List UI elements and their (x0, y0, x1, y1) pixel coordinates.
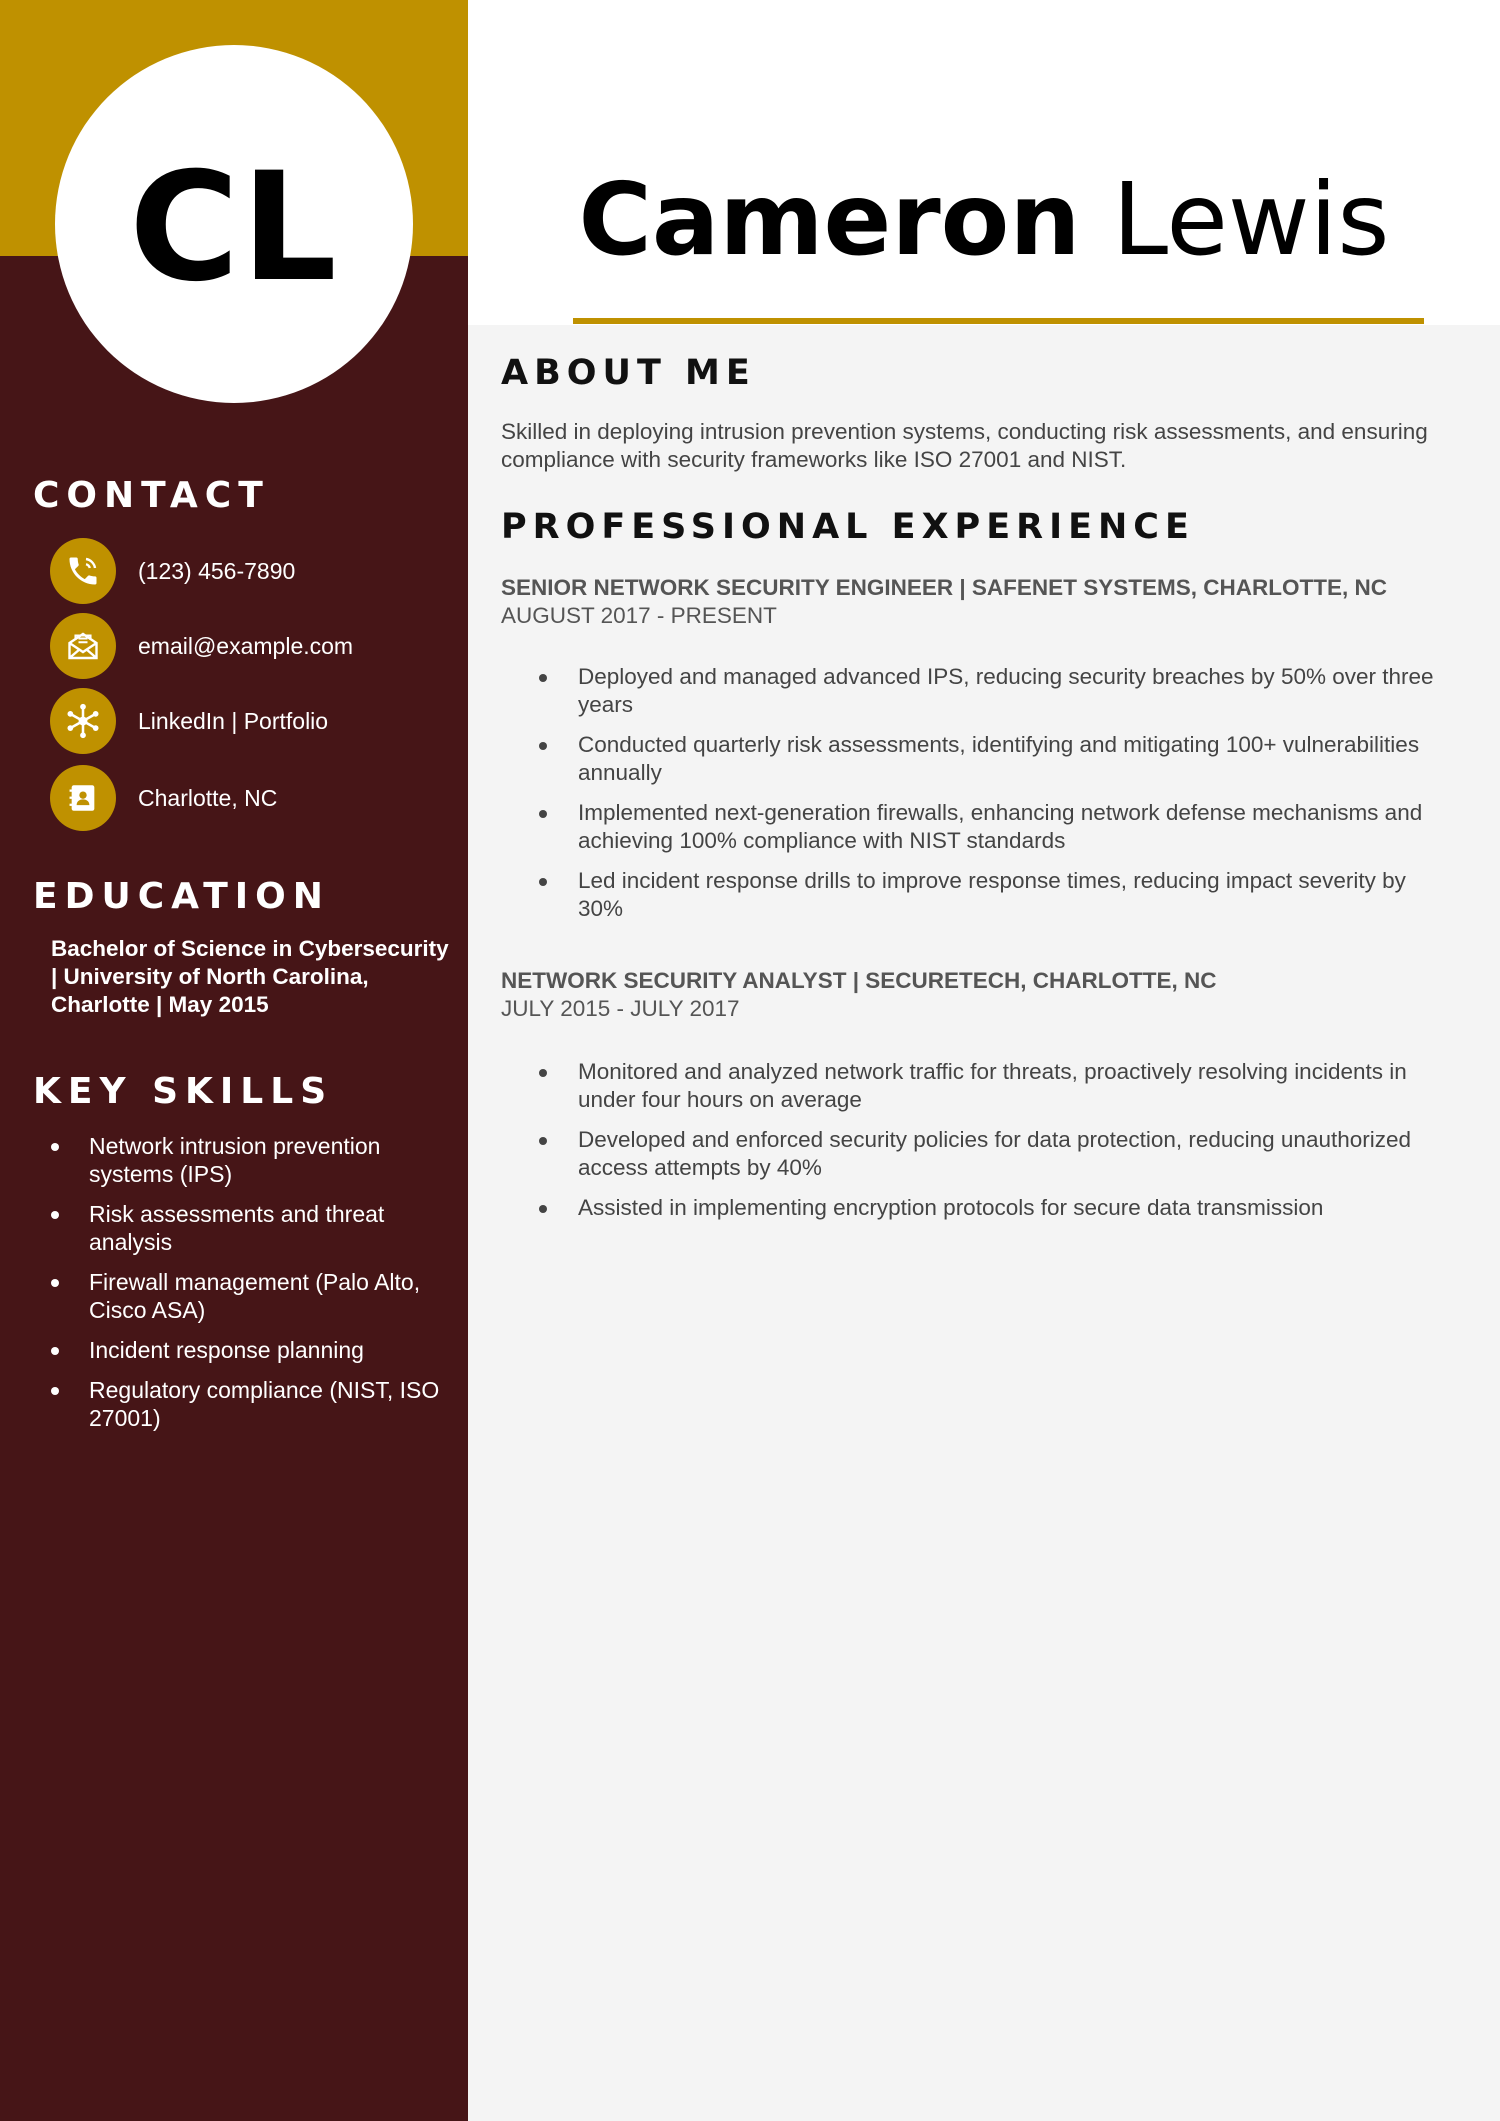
contact-item-location (50, 765, 277, 831)
first-name: Cameron (578, 161, 1081, 278)
contact-location-text: Charlotte, NC (138, 784, 278, 811)
contact-item-email (50, 613, 353, 679)
contact-item-links (50, 688, 328, 754)
contact-heading: CONTACT (33, 475, 270, 516)
education-entry: Bachelor of Science in Cybersecurity | University of North Carolina, Charlotte | May 2015 (51, 936, 449, 1017)
envelope-icon (50, 613, 116, 679)
job-bullet: Developed and enforced security policies for data protection, reducing unauthorized access attempts by 40% (539, 1126, 1439, 1182)
skills-heading: KEY SKILLS (33, 1071, 334, 1112)
job-bullet: Monitored and analyzed network traffic for threats, proactively resolving incidents in under four hours on average (539, 1058, 1439, 1114)
network-icon (50, 688, 116, 754)
phone-icon (50, 538, 116, 604)
job-title: NETWORK SECURITY ANALYST | SECURETECH, CHARLOTTE, NC (501, 968, 1217, 993)
monogram-initials: CL (129, 141, 339, 315)
job-dates: AUGUST 2017 - PRESENT (501, 603, 777, 628)
monogram-circle (55, 45, 413, 403)
about-text: Skilled in deploying intrusion prevention systems, conducting risk assessments, and ensuring compliance with security frameworks like ISO 27001 and NIST. (501, 419, 1428, 472)
skills-list (51, 1132, 446, 1444)
skill-item: Network intrusion prevention systems (IPS) (51, 1132, 446, 1188)
skill-item: Regulatory compliance (NIST, ISO 27001) (51, 1376, 446, 1432)
skill-item: Incident response planning (51, 1336, 446, 1364)
last-name: Lewis (1112, 161, 1390, 278)
experience-heading: PROFESSIONAL EXPERIENCE (501, 507, 1195, 547)
contact-phone-text: (123) 456-7890 (138, 557, 296, 584)
address-book-icon (50, 765, 116, 831)
name-underline (573, 318, 1424, 324)
about-heading: ABOUT ME (501, 353, 756, 393)
job-bullet: Conducted quarterly risk assessments, identifying and mitigating 100+ vulnerabilities annually (539, 731, 1439, 787)
contact-email-text[interactable]: email@example.com (138, 632, 354, 659)
candidate-name (468, 161, 1500, 278)
job-dates: JULY 2015 - JULY 2017 (501, 996, 740, 1021)
job-bullet: Implemented next-generation firewalls, enhancing network defense mechanisms and achieving 100% compliance with NIST standards (539, 799, 1439, 855)
job-bullet: Assisted in implementing encryption protocols for secure data transmission (539, 1194, 1439, 1222)
education-heading: EDUCATION (33, 876, 330, 917)
job-bullets (539, 1058, 1439, 1234)
skill-item: Risk assessments and threat analysis (51, 1200, 446, 1256)
contact-item-phone (50, 538, 295, 604)
job-bullet: Led incident response drills to improve response times, reducing impact severity by 30% (539, 867, 1439, 923)
skill-item: Firewall management (Palo Alto, Cisco ASA) (51, 1268, 446, 1324)
job-title: SENIOR NETWORK SECURITY ENGINEER | SAFENET SYSTEMS, CHARLOTTE, NC (501, 575, 1387, 600)
job-bullets (539, 663, 1439, 935)
contact-links-text[interactable]: LinkedIn | Portfolio (138, 707, 329, 734)
job-bullet: Deployed and managed advanced IPS, reducing security breaches by 50% over three years (539, 663, 1439, 719)
